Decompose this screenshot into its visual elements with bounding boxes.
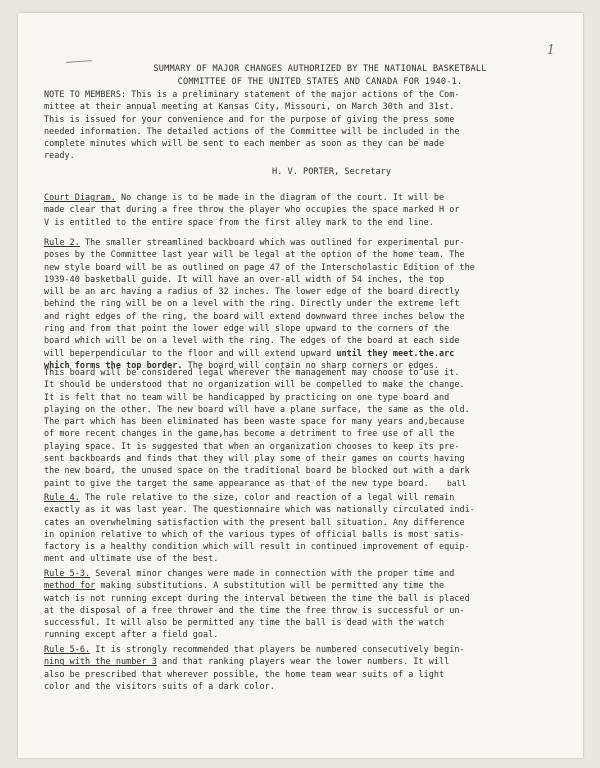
text-line: needed information. The detailed actions of the Committee will be included in the bbox=[44, 125, 460, 136]
text-line: exactly as it was last year. The questionnaire which was nationally circulated indi- bbox=[44, 504, 475, 515]
title-line-2: COMMITTEE OF THE UNITED STATES AND CANADA FOR 1940-1. bbox=[177, 77, 463, 87]
text-line: paint to give the target the same appearance as that of the new type board. bbox=[44, 477, 429, 488]
text-line: which forms the top border. The board will contain no sharp corners or edges. bbox=[44, 359, 440, 370]
text-line: Rule 5-3. Several minor changes were made in connection with the proper time and bbox=[44, 568, 455, 578]
text-line: 1939-40 basketball guide. It will have an over-all width of 54 inches, the top bbox=[44, 273, 445, 284]
page-number-mark: 1 bbox=[546, 43, 555, 58]
text-line: ment and ultimate use of the best. bbox=[44, 553, 219, 564]
text-line: and right edges of the ring, the board will extend downward three inches below the bbox=[44, 310, 465, 321]
text-line: Court Diagram. No change is to be made in the diagram of the court. It will be bbox=[44, 192, 445, 202]
section-heading-continued: method for bbox=[44, 580, 96, 591]
board-legality-paragraph bbox=[44, 366, 544, 489]
text-line: This is issued for your convenience and for the purpose of giving the press some bbox=[44, 113, 455, 124]
rule-5-6-paragraph bbox=[44, 643, 544, 692]
section-heading: Court Diagram. bbox=[44, 192, 116, 202]
section-heading: Rule 5-6. bbox=[44, 644, 91, 654]
rule-2-paragraph bbox=[44, 236, 544, 371]
text-line: mittee at their annual meeting at Kansas City, Missouri, on March 30th and 31st. bbox=[44, 101, 455, 112]
section-heading: Rule 2. bbox=[44, 237, 80, 247]
text-line: successful. It will also be permitted any time the ball is dead with the watch bbox=[44, 617, 445, 628]
text-line: watch is not running except during the interval between the time the ball is placed bbox=[44, 592, 470, 603]
text-line: NOTE TO MEMBERS: This is a preliminary statement of the major actions of the Com- bbox=[44, 89, 460, 99]
text-line: color and the visitors suits of a dark color. bbox=[44, 680, 275, 691]
text-line: at the disposal of a free thrower and the time the free throw is successful or un- bbox=[44, 604, 465, 615]
text-line: The part which has been eliminated has been waste space for many years and,because bbox=[44, 416, 465, 427]
text-line: in opinion relative to which of the various types of official balls is most satis- bbox=[44, 528, 465, 539]
text-line: ready. bbox=[44, 150, 75, 161]
text-line: will beperpendicular to the floor and will extend upward until they meet.the.arc bbox=[44, 347, 455, 358]
secretary-signature-line: H. V. PORTER, Secretary bbox=[272, 167, 391, 177]
text-line: ring and from that point the lower edge will slope upward to the corners of the bbox=[44, 323, 450, 334]
court-diagram-paragraph bbox=[44, 191, 544, 228]
text-line: playing space. It is suggested that when an organization chooses to keep its pre- bbox=[44, 440, 460, 451]
section-heading-continued: ning with the number 3 bbox=[44, 656, 157, 667]
text-line: Rule 2. The smaller streamlined backboard which was outlined for experimental pur- bbox=[44, 237, 465, 247]
text-line: of more recent changes in the game,has become a detriment to free use of all the bbox=[44, 428, 455, 439]
text-line: It should be understood that no organization will be compelled to make the change. bbox=[44, 379, 465, 390]
rule-4-paragraph bbox=[44, 491, 544, 565]
text-line: V is entitled to the entire space from the first alley mark to the end line. bbox=[44, 216, 434, 227]
section-heading: Rule 4. bbox=[44, 492, 80, 502]
text-line: behind the ring will be on a level with the ring. Directly under the extreme left bbox=[44, 298, 460, 309]
text-line: playing on the other. The new board will have a plane surface, the same as the old. bbox=[44, 403, 470, 414]
note-to-members-paragraph bbox=[44, 88, 544, 162]
text-line: made clear that during a free throw the player who occupies the space marked H or bbox=[44, 204, 460, 215]
section-heading: Rule 5-3. bbox=[44, 568, 91, 578]
text-line: sent backboards and finds that they will play some of their games on courts having bbox=[44, 453, 465, 464]
text-line: will be an arc having a radius of 32 inches. The lower edge of the board directly bbox=[44, 286, 460, 297]
bold-insert: which forms the top border. bbox=[44, 359, 183, 370]
title-line-1: SUMMARY OF MAJOR CHANGES AUTHORIZED BY THE NATIONAL BASKETBALL bbox=[153, 64, 487, 74]
text-line: complete minutes which will be sent to each member as soon as they can be made bbox=[44, 138, 445, 149]
handwritten-insert: ball bbox=[447, 479, 467, 488]
text-line: new style board will be as outlined on page 47 of the Interscholastic Edition of the bbox=[44, 261, 475, 272]
text-line: Rule 5-6. It is strongly recommended that players be numbered consecutively begin- bbox=[44, 644, 465, 654]
text-line: method for making substitutions. A substitution will be permitted any time the bbox=[44, 580, 445, 591]
text-line: Rule 4. The rule relative to the size, color and reaction of a legal will remain bbox=[44, 492, 455, 502]
text-line: also be prescribed that wherever possible, the home team wear suits of a light bbox=[44, 668, 445, 679]
text-line: factory is a healthy condition which will result in continued improvement of equip- bbox=[44, 541, 470, 552]
bold-insert: until they meet.the.arc bbox=[336, 347, 455, 358]
rule-5-3-paragraph bbox=[44, 567, 544, 641]
text-line: poses by the Committee last year will be legal at the option of the home team. The bbox=[44, 249, 465, 260]
text-line: This board will be considered legal wherever the management may choose to use it. bbox=[44, 367, 460, 377]
text-line: ning with the number 3 and that ranking players wear the lower numbers. It will bbox=[44, 656, 450, 667]
text-line: the new board, the unused space on the traditional board be blocked out with a dark bbox=[44, 465, 470, 476]
pencil-mark-dash bbox=[66, 60, 92, 63]
text-line: running except after a field goal. bbox=[44, 629, 219, 640]
document-title bbox=[130, 63, 510, 89]
text-line: cates an overwhelming satisfaction with the present ball situation. Any difference bbox=[44, 516, 465, 527]
text-line: It is felt that no team will be handicapped by practicing on one type board and bbox=[44, 391, 450, 402]
text-line: board which will be on a level with the ring. The edges of the board at each side bbox=[44, 335, 460, 346]
